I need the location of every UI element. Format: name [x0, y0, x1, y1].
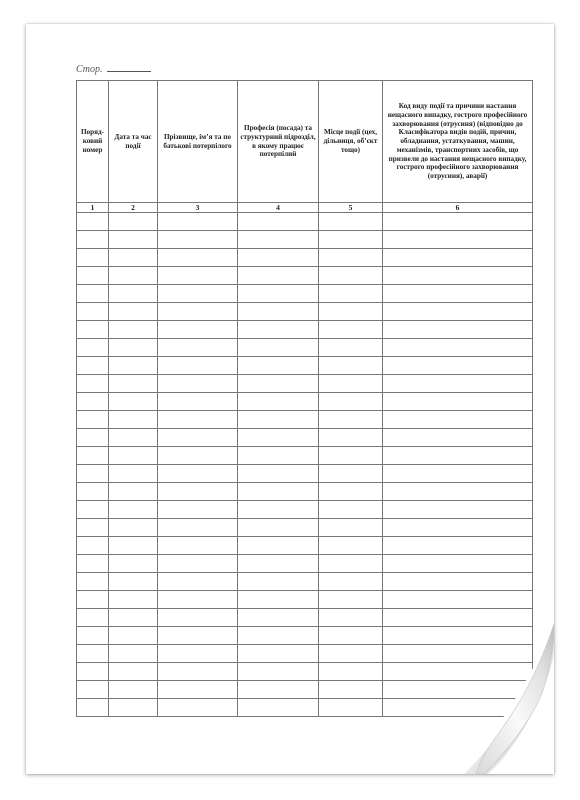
table-cell[interactable]	[109, 447, 158, 465]
table-row	[77, 411, 533, 429]
header-row	[77, 81, 533, 203]
table-cell[interactable]	[158, 303, 238, 321]
table-cell[interactable]	[383, 213, 533, 231]
table-row	[77, 321, 533, 339]
table-cell[interactable]	[77, 609, 109, 627]
table-row	[77, 609, 533, 627]
table-cell[interactable]	[158, 699, 238, 717]
table-row	[77, 483, 533, 501]
table-cell[interactable]	[158, 645, 238, 663]
table-cell[interactable]	[319, 339, 383, 357]
table-cell[interactable]	[77, 393, 109, 411]
table-cell[interactable]	[109, 573, 158, 591]
table-cell[interactable]	[109, 375, 158, 393]
table-row	[77, 375, 533, 393]
table-cell[interactable]	[109, 267, 158, 285]
table-cell[interactable]	[319, 285, 383, 303]
table-cell[interactable]	[77, 429, 109, 447]
table-cell[interactable]	[158, 267, 238, 285]
table-row	[77, 393, 533, 411]
table-cell[interactable]	[383, 429, 533, 447]
table-cell[interactable]	[319, 663, 383, 681]
table-cell[interactable]	[109, 303, 158, 321]
column-number: 4	[238, 203, 319, 213]
table-cell[interactable]	[158, 609, 238, 627]
table-cell[interactable]	[238, 519, 319, 537]
table-cell[interactable]	[77, 321, 109, 339]
table-cell[interactable]	[158, 393, 238, 411]
table-cell[interactable]	[319, 573, 383, 591]
table-cell[interactable]	[319, 681, 383, 699]
table-row	[77, 627, 533, 645]
table-cell[interactable]	[158, 681, 238, 699]
page-label-text: Стор.	[76, 64, 103, 75]
table-cell[interactable]	[158, 483, 238, 501]
table-cell[interactable]	[158, 411, 238, 429]
table-row	[77, 645, 533, 663]
table-cell[interactable]	[109, 591, 158, 609]
table-cell[interactable]	[383, 555, 533, 573]
column-number: 3	[158, 203, 238, 213]
table-cell[interactable]	[158, 231, 238, 249]
table-cell[interactable]	[158, 465, 238, 483]
table-cell[interactable]	[319, 699, 383, 717]
table-cell[interactable]	[109, 555, 158, 573]
table-cell[interactable]	[77, 519, 109, 537]
table-cell[interactable]	[238, 447, 319, 465]
table-row	[77, 663, 533, 681]
table-cell[interactable]	[319, 627, 383, 645]
table-cell[interactable]	[77, 339, 109, 357]
table-cell[interactable]	[158, 321, 238, 339]
table-cell[interactable]	[319, 303, 383, 321]
table-cell[interactable]	[319, 609, 383, 627]
table-cell[interactable]	[238, 609, 319, 627]
table-cell[interactable]	[238, 465, 319, 483]
table-cell[interactable]	[109, 627, 158, 645]
table-row	[77, 231, 533, 249]
table-cell[interactable]	[158, 339, 238, 357]
table-cell[interactable]	[238, 645, 319, 663]
table-cell[interactable]	[158, 213, 238, 231]
table-row	[77, 501, 533, 519]
table-cell[interactable]	[383, 465, 533, 483]
table-row	[77, 357, 533, 375]
table-row	[77, 519, 533, 537]
table-cell[interactable]	[109, 501, 158, 519]
table-cell[interactable]	[319, 645, 383, 663]
table-cell[interactable]	[238, 663, 319, 681]
header-order-number: Поряд-ковий номер	[77, 81, 109, 203]
table-cell[interactable]	[319, 555, 383, 573]
table-cell[interactable]	[383, 267, 533, 285]
table-cell[interactable]	[158, 375, 238, 393]
table-cell[interactable]	[158, 357, 238, 375]
table-cell[interactable]	[383, 519, 533, 537]
table-cell[interactable]	[238, 213, 319, 231]
column-number: 1	[77, 203, 109, 213]
table-cell[interactable]	[109, 609, 158, 627]
table-cell[interactable]	[158, 519, 238, 537]
table-cell[interactable]	[238, 411, 319, 429]
page-number-label	[76, 62, 151, 75]
table-cell[interactable]	[383, 339, 533, 357]
table-cell[interactable]	[238, 699, 319, 717]
table-cell[interactable]	[319, 411, 383, 429]
table-cell[interactable]	[238, 483, 319, 501]
table-cell[interactable]	[158, 429, 238, 447]
table-cell[interactable]	[383, 321, 533, 339]
table-cell[interactable]	[158, 285, 238, 303]
table-cell[interactable]	[383, 609, 533, 627]
table-cell[interactable]	[238, 429, 319, 447]
table-row	[77, 447, 533, 465]
table-cell[interactable]	[319, 483, 383, 501]
table-row	[77, 555, 533, 573]
table-cell[interactable]	[109, 213, 158, 231]
table-cell[interactable]	[238, 627, 319, 645]
table-cell[interactable]	[383, 357, 533, 375]
table-cell[interactable]	[77, 681, 109, 699]
table-cell[interactable]	[238, 285, 319, 303]
form-page	[26, 24, 554, 774]
table-cell[interactable]	[319, 519, 383, 537]
header-victim-name: Прізвище, ім’я та по батькові потерпілого	[158, 81, 238, 203]
table-cell[interactable]	[319, 357, 383, 375]
table-cell[interactable]	[77, 285, 109, 303]
table-cell[interactable]	[109, 681, 158, 699]
table-cell[interactable]	[383, 375, 533, 393]
table-cell[interactable]	[383, 285, 533, 303]
table-cell[interactable]	[109, 321, 158, 339]
table-cell[interactable]	[319, 537, 383, 555]
table-cell[interactable]	[77, 627, 109, 645]
table-cell[interactable]	[238, 393, 319, 411]
table-cell[interactable]	[77, 231, 109, 249]
table-cell[interactable]	[109, 483, 158, 501]
table-row	[77, 285, 533, 303]
table-cell[interactable]	[238, 339, 319, 357]
table-cell[interactable]	[77, 573, 109, 591]
table-row	[77, 303, 533, 321]
table-cell[interactable]	[109, 249, 158, 267]
table-cell[interactable]	[109, 537, 158, 555]
table-cell[interactable]	[383, 573, 533, 591]
table-cell[interactable]	[319, 249, 383, 267]
table-cell[interactable]	[383, 483, 533, 501]
table-cell[interactable]	[77, 645, 109, 663]
table-cell[interactable]	[238, 231, 319, 249]
table-cell[interactable]	[383, 699, 533, 717]
table-cell[interactable]	[383, 303, 533, 321]
table-row	[77, 537, 533, 555]
table-cell[interactable]	[77, 591, 109, 609]
table-cell[interactable]	[109, 357, 158, 375]
table-cell[interactable]	[158, 573, 238, 591]
table-cell[interactable]	[158, 501, 238, 519]
table-cell[interactable]	[319, 447, 383, 465]
table-cell[interactable]	[77, 447, 109, 465]
table-cell[interactable]	[238, 375, 319, 393]
header-event-location: Місце події (цех, дільниця, об’єкт тощо)	[319, 81, 383, 203]
table-cell[interactable]	[109, 519, 158, 537]
table-cell[interactable]	[77, 699, 109, 717]
table-cell[interactable]	[383, 537, 533, 555]
table-cell[interactable]	[238, 321, 319, 339]
table-cell[interactable]	[109, 339, 158, 357]
table-cell[interactable]	[319, 591, 383, 609]
table-cell[interactable]	[383, 645, 533, 663]
table-cell[interactable]	[238, 357, 319, 375]
table-cell[interactable]	[77, 267, 109, 285]
table-cell[interactable]	[158, 249, 238, 267]
table-cell[interactable]	[109, 699, 158, 717]
table-cell[interactable]	[383, 591, 533, 609]
table-cell[interactable]	[238, 267, 319, 285]
accident-journal-table	[76, 80, 533, 717]
table-cell[interactable]	[238, 501, 319, 519]
table-cell[interactable]	[238, 681, 319, 699]
table-cell[interactable]	[158, 627, 238, 645]
table-cell[interactable]	[77, 249, 109, 267]
table-cell[interactable]	[238, 573, 319, 591]
table-cell[interactable]	[319, 465, 383, 483]
table-cell[interactable]	[158, 537, 238, 555]
table-cell[interactable]	[109, 465, 158, 483]
table-cell[interactable]	[383, 663, 533, 681]
table-cell[interactable]	[109, 411, 158, 429]
table-cell[interactable]	[383, 627, 533, 645]
table-cell[interactable]	[238, 591, 319, 609]
table-row	[77, 249, 533, 267]
table-cell[interactable]	[383, 681, 533, 699]
table-cell[interactable]	[319, 429, 383, 447]
table-cell[interactable]	[77, 501, 109, 519]
table-cell[interactable]	[238, 249, 319, 267]
header-profession-department: Професія (посада) та структурний підрозділ, в якому працює потерпілий	[238, 81, 319, 203]
column-number: 2	[109, 203, 158, 213]
column-number: 6	[383, 203, 533, 213]
table-cell[interactable]	[77, 483, 109, 501]
table-row	[77, 339, 533, 357]
table-cell[interactable]	[77, 663, 109, 681]
table-cell[interactable]	[383, 231, 533, 249]
table-row	[77, 213, 533, 231]
table-row	[77, 465, 533, 483]
table-cell[interactable]	[77, 555, 109, 573]
table-cell[interactable]	[77, 411, 109, 429]
table-cell[interactable]	[109, 645, 158, 663]
header-date-time: Дата та час події	[109, 81, 158, 203]
table-cell[interactable]	[109, 231, 158, 249]
table-cell[interactable]	[383, 411, 533, 429]
table-row	[77, 681, 533, 699]
page-number-blank[interactable]	[107, 62, 151, 72]
table-cell[interactable]	[77, 375, 109, 393]
table-row	[77, 573, 533, 591]
column-number: 5	[319, 203, 383, 213]
column-number-row	[77, 203, 533, 213]
table-cell[interactable]	[109, 429, 158, 447]
table-cell[interactable]	[383, 393, 533, 411]
table-row	[77, 699, 533, 717]
table-cell[interactable]	[319, 393, 383, 411]
table-cell[interactable]	[77, 213, 109, 231]
table-cell[interactable]	[383, 501, 533, 519]
table-cell[interactable]	[158, 663, 238, 681]
table-cell[interactable]	[319, 231, 383, 249]
table-cell[interactable]	[319, 267, 383, 285]
table-cell[interactable]	[77, 465, 109, 483]
table-cell[interactable]	[319, 375, 383, 393]
table-cell[interactable]	[109, 663, 158, 681]
table-cell[interactable]	[77, 303, 109, 321]
table-cell[interactable]	[383, 447, 533, 465]
table-cell[interactable]	[77, 537, 109, 555]
table-cell[interactable]	[238, 555, 319, 573]
table-row	[77, 429, 533, 447]
table-cell[interactable]	[77, 357, 109, 375]
table-row	[77, 267, 533, 285]
table-cell[interactable]	[158, 447, 238, 465]
table-cell[interactable]	[109, 393, 158, 411]
table-cell[interactable]	[158, 591, 238, 609]
table-cell[interactable]	[158, 555, 238, 573]
table-cell[interactable]	[238, 537, 319, 555]
header-event-code-causes: Код виду події та причини настання нещасного випадку, гострого професійного захворювання (отрусиня) (відповідно до Класифікатора видів подій, причин, обладнання, устаткування, машин, механізмів, транспортних засобів, що призвели до настання нещасного випадку, гострого професійного захворювання (отрусиня), аварії)	[383, 81, 533, 203]
table-cell[interactable]	[319, 321, 383, 339]
table-cell[interactable]	[319, 213, 383, 231]
table-row	[77, 591, 533, 609]
table-cell[interactable]	[238, 303, 319, 321]
table-cell[interactable]	[319, 501, 383, 519]
table-cell[interactable]	[109, 285, 158, 303]
table-cell[interactable]	[383, 249, 533, 267]
